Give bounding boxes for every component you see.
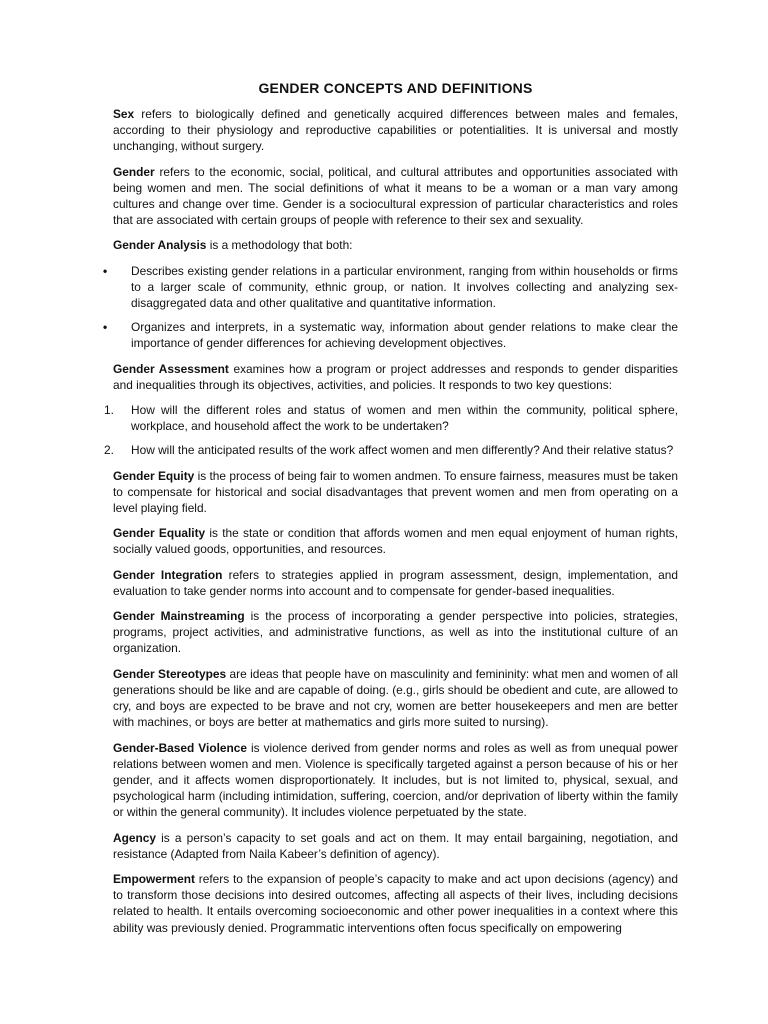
definition-empowerment-text: refers to the expansion of people’s capacity to make and act upon decisions (agency) and to transform those decisions into desired outcomes, affecting all aspects of their lives, including decisions related to health. It entails overcoming socioeconomic and other power inequalities in a context where this ability was previously denied. Programmatic interventions often focus specifically on empowering (113, 871, 678, 935)
term-gender-stereotypes: Gender Stereotypes (113, 666, 227, 681)
bullet-icon: • (103, 320, 108, 335)
term-empowerment: Empowerment (113, 871, 195, 886)
term-gender-analysis: Gender Analysis (113, 238, 207, 253)
definition-gender-equity-text: is the process of being fair to women andmen. To ensure fairness, measures must be taken to compensate for historical and social disadvantages that prevent women and men from operating on a level playing field. (113, 468, 678, 516)
definition-gender-equality (113, 525, 678, 557)
list-item-text: How will the anticipated results of the work affect women and men differently? And their relative status? (131, 443, 674, 458)
definition-agency (113, 830, 678, 862)
definition-sex (113, 106, 678, 155)
definition-sex-text: refers to biologically defined and genetically acquired differences between males and females, according to their physiology and reproductive capabilities or potentialities. It is universal and mostly unchanging, without surgery. (113, 107, 678, 154)
list-item (104, 442, 678, 458)
definition-agency-text: is a person’s capacity to set goals and act on them. It may entail bargaining, negotiation, and resistance (Adapted from Naila Kabeer’s definition of agency). (113, 830, 678, 861)
definition-empowerment (113, 871, 678, 936)
term-gender-based-violence: Gender-Based Violence (113, 740, 247, 755)
definition-gender-integration (113, 567, 678, 599)
definition-gender-based-violence (113, 740, 678, 821)
list-item (103, 263, 678, 312)
term-gender-mainstreaming: Gender Mainstreaming (113, 609, 245, 624)
gender-analysis-bullet-list (103, 263, 678, 352)
list-item-number: 2. (104, 443, 114, 458)
definition-gender-mainstreaming-text: is the process of incorporating a gender perspective into policies, strategies, programs, project activities, and administrative functions, as well as into the institutional culture of an organization. (113, 609, 678, 656)
term-sex: Sex (113, 107, 135, 121)
list-item-text: How will the different roles and status of women and men within the community, political sphere, workplace, and household affect the work to be undertaken? (131, 403, 678, 434)
definition-gender-equity (113, 468, 678, 517)
definition-gender-mainstreaming (113, 608, 678, 657)
gender-assessment-question-list (104, 402, 678, 459)
term-gender-equity: Gender Equity (113, 468, 195, 483)
document-title: GENDER CONCEPTS AND DEFINITIONS (258, 80, 533, 96)
definition-gender-integration-text: refers to strategies applied in program assessment, design, implementation, and evaluation to take gender norms into account and to compensate for gender-based inequalities. (113, 567, 678, 598)
definition-gender-analysis-text: is a methodology that both: (206, 238, 353, 253)
definition-gender-text: refers to the economic, social, political, and cultural attributes and opportunities associated with being women and men. The social definitions of what it means to be a woman or a man vary among cultures and change over time. Gender is a sociocultural expression of particular characteristics and roles that are associated with certain groups of people with reference to their sex and sexuality. (113, 164, 678, 228)
definition-gender-analysis (113, 237, 678, 253)
list-item-text: Describes existing gender relations in a particular environment, ranging from within households or firms to a larger scale of community, ethnic group, or nation. It involves collecting and analyzing sex-disaggregated data and other qualitative and quantitative information. (131, 263, 678, 311)
term-gender-assessment: Gender Assessment (113, 361, 229, 376)
list-item-text: Organizes and interprets, in a systematic way, information about gender relations to make clear the importance of gender differences for achieving development objectives. (131, 320, 678, 351)
definition-gender (113, 164, 678, 229)
list-item (104, 402, 678, 434)
list-item-number: 1. (104, 403, 114, 418)
term-agency: Agency (113, 830, 156, 845)
definition-gender-based-violence-text: is violence derived from gender norms and roles as well as from unequal power relations between women and men. Violence is specifically targeted against a person because of his or her gender, and it affects women disproportionately. It includes, but is not limited to, physical, sexual, and psychological harm (including intimidation, suffering, coercion, and/or deprivation of liberty within the family or within the general community). It includes violence perpetuated by the state. (113, 740, 678, 820)
term-gender: Gender (113, 164, 155, 179)
bullet-icon: • (103, 263, 108, 278)
term-gender-integration: Gender Integration (113, 567, 223, 582)
definition-gender-equality-text: is the state or condition that affords women and men equal enjoyment of human rights, socially valued goods, opportunities, and resources. (113, 526, 678, 557)
definition-gender-assessment (113, 361, 678, 393)
list-item (103, 319, 678, 351)
definition-gender-stereotypes-text: are ideas that people have on masculinity and femininity: what men and women of all generations should be like and are capable of doing. (e.g., girls should be obedient and cute, are allowed to cry, and boys are expected to be brave and not cry, women are better housekeepers and men are better with machines, or boys are better at mathematics and girls more suited to nursing). (113, 666, 678, 730)
definition-gender-assessment-text: examines how a program or project addresses and responds to gender disparities and inequalities through its objectives, activities, and policies. It responds to two key questions: (113, 361, 678, 392)
term-gender-equality: Gender Equality (113, 526, 206, 541)
definition-gender-stereotypes (113, 666, 678, 731)
